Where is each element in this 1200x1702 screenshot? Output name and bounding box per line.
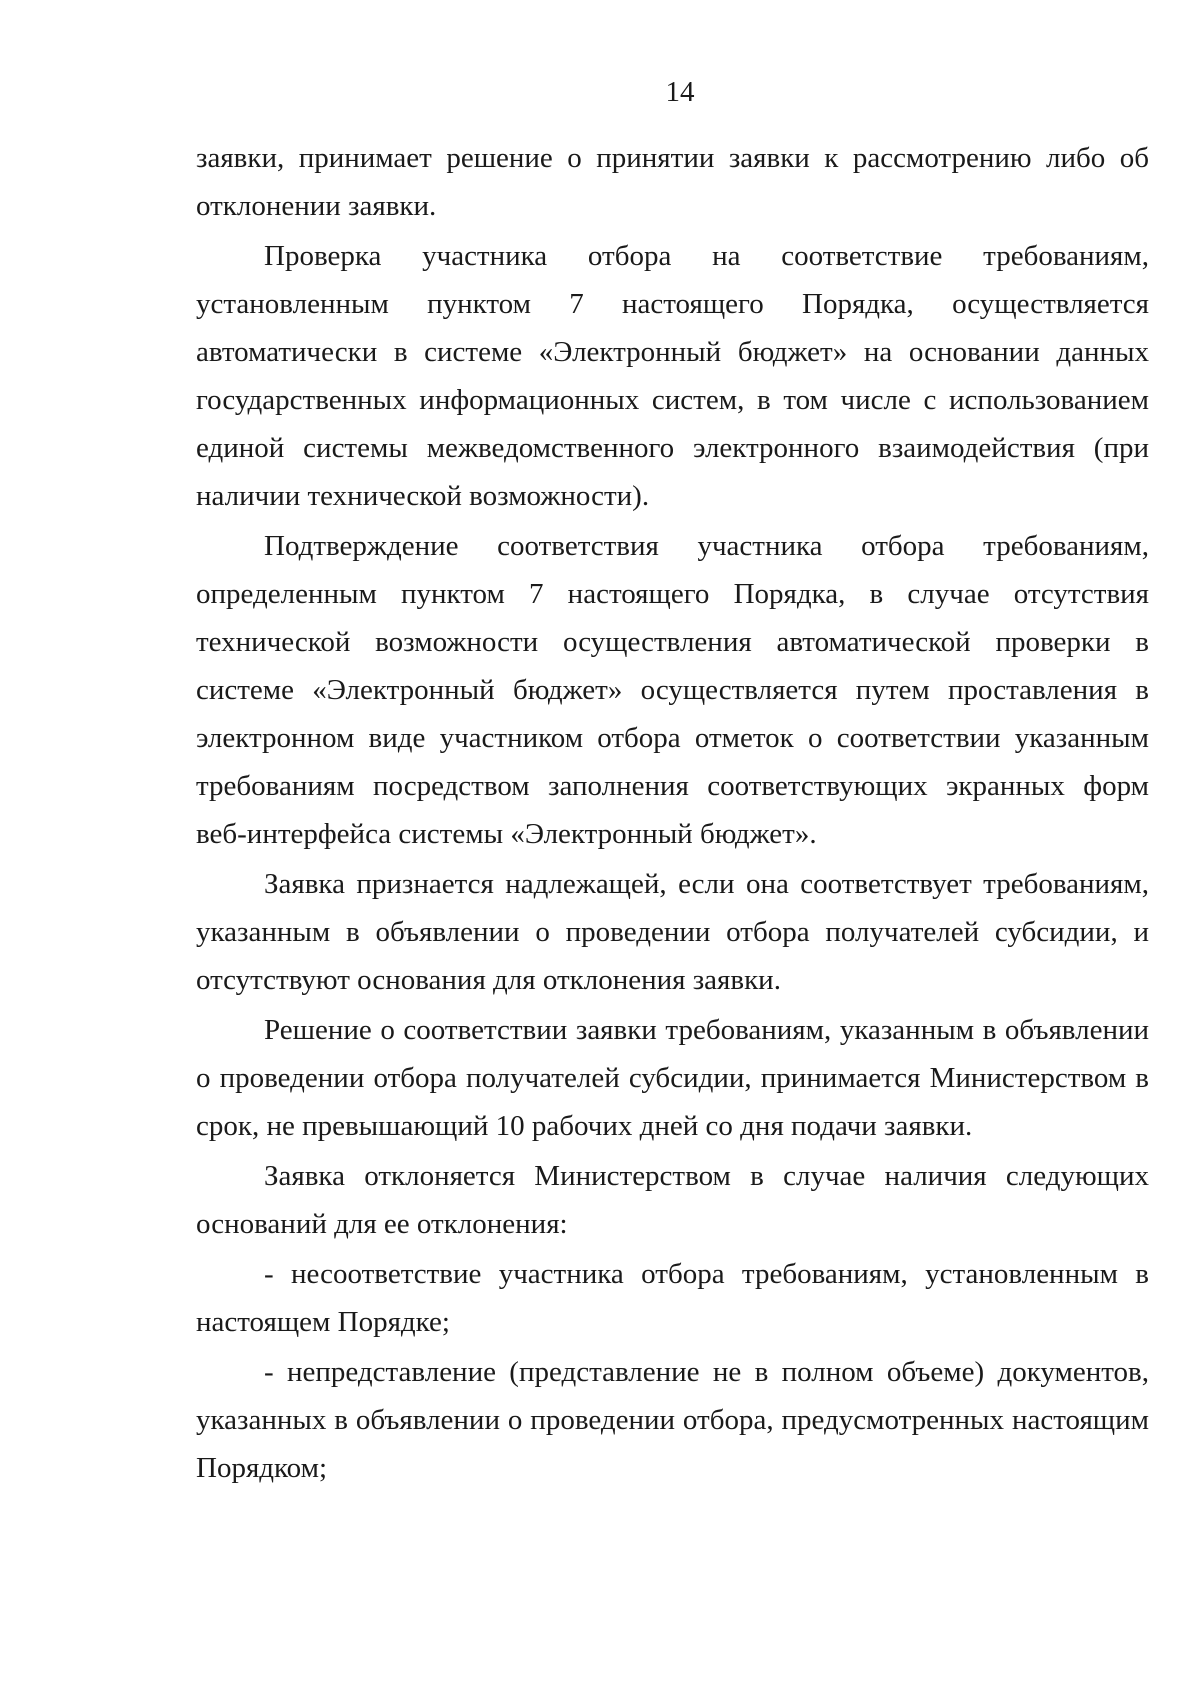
paragraph-2: Проверка участника отбора на соответствие требованиям, установленным пунктом 7 настоящего Порядка, осуществляется автоматически в системе «Электронный бюджет» на основании данных государственных информационных систем, в том числе с использованием единой системы межведомственного электронного взаимодействия (при наличии технической возможности).: [196, 240, 1149, 512]
list-item-2: - непредставление (представление не в полном объеме) документов, указанных в объявлении о проведении отбора, предусмотренных настоящим Порядком;: [196, 1356, 1149, 1484]
paragraph-1: заявки, принимает решение о принятии заявки к рассмотрению либо об отклонении заявки.: [196, 142, 1149, 222]
paragraph-6: Заявка отклоняется Министерством в случае наличия следующих оснований для ее отклонения:: [196, 1160, 1149, 1240]
document-body: [196, 134, 1149, 1494]
paragraph-4: Заявка признается надлежащей, если она соответствует требованиям, указанным в объявлении о проведении отбора получателей субсидии, и отсутствуют основания для отклонения заявки.: [196, 868, 1149, 996]
list-item-1: - несоответствие участника отбора требованиям, установленным в настоящем Порядке;: [196, 1258, 1149, 1338]
page-number: 14: [665, 76, 695, 108]
paragraph-5: Решение о соответствии заявки требованиям, указанным в объявлении о проведении отбора получателей субсидии, принимается Министерством в срок, не превышающий 10 рабочих дней со дня подачи заявки.: [196, 1014, 1149, 1142]
paragraph-3: Подтверждение соответствия участника отбора требованиям, определенным пунктом 7 настоящего Порядка, в случае отсутствия технической возможности осуществления автоматической проверки в системе «Электронный бюджет» осуществляется путем проставления в электронном виде участником отбора отметок о соответствии указанным требованиям посредством заполнения соответствующих экранных форм веб-интерфейса системы «Электронный бюджет».: [196, 530, 1149, 850]
